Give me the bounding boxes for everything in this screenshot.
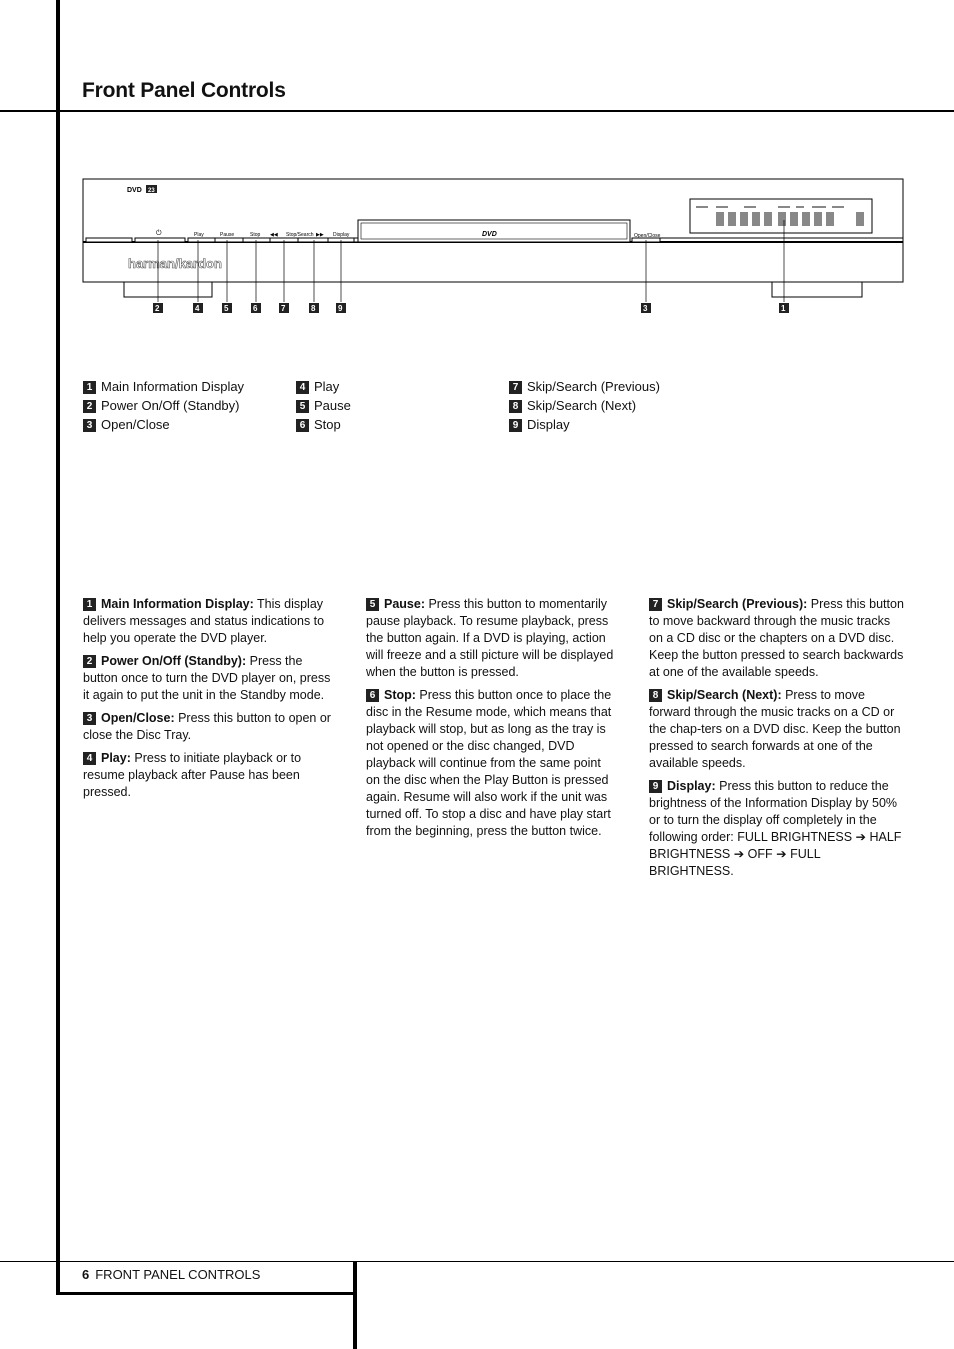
description-term: Display: [667, 779, 716, 793]
callout-5: 5 [224, 304, 229, 313]
legend-number: 9 [509, 419, 522, 432]
description-text: Press this button once to place the disc in the Resume mode, which means that playback will stop, but as long as the tray is not opened or the disc changed, DVD playback will continue from the same point on the disc when the Play Button is pressed again. Resume will also work if the unit was turned off. To stop a disc and have play start from the beginning, press the button twice. [366, 688, 612, 838]
label-play: Play [194, 232, 204, 238]
description-number: 9 [649, 780, 662, 793]
power-icon: ⏻ [156, 230, 162, 237]
callout-8: 8 [311, 304, 316, 313]
page-number: 6 [82, 1267, 90, 1282]
legend-item [509, 377, 660, 396]
description-term: Stop: [384, 688, 416, 702]
legend-item [83, 415, 244, 434]
stop-button [243, 238, 270, 242]
pause-button [215, 238, 243, 242]
callout-2: 2 [155, 304, 160, 313]
legend-item [83, 396, 244, 415]
legend-item [509, 396, 660, 415]
callout-7: 7 [281, 304, 286, 313]
legend-label: Skip/Search (Previous) [527, 379, 660, 394]
description-item [366, 687, 618, 840]
play-button [188, 238, 218, 242]
title-rule [0, 110, 954, 112]
legend-col-1 [83, 377, 244, 434]
footer-label: FRONT PANEL CONTROLS [95, 1267, 261, 1282]
label-display: Display [333, 232, 350, 238]
description-term: Skip/Search (Previous): [667, 597, 808, 611]
label-next: ▶▶ [316, 232, 324, 238]
description-number: 7 [649, 598, 662, 611]
description-number: 4 [83, 752, 96, 765]
description-text: Press the button once to turn the DVD player on, press it again to put the unit in the Standby mode. [83, 654, 331, 702]
page-footer [82, 1267, 260, 1282]
description-number: 1 [83, 598, 96, 611]
right-foot [772, 282, 862, 297]
description-number: 6 [366, 689, 379, 702]
description-number: 5 [366, 598, 379, 611]
left-foot [124, 282, 212, 297]
legend-number: 1 [83, 381, 96, 394]
callout-3: 3 [643, 304, 648, 313]
description-term: Open/Close: [101, 711, 175, 725]
description-number: 2 [83, 655, 96, 668]
description-col-3 [649, 596, 905, 886]
label-prev: ◀◀ [270, 232, 278, 238]
model-number: 23 [148, 188, 155, 194]
legend-number: 3 [83, 419, 96, 432]
legend-label: Stop [314, 417, 341, 432]
label-pause: Pause [220, 232, 235, 238]
legend-number: 4 [296, 381, 309, 394]
description-term: Play: [101, 751, 131, 765]
front-panel-diagram [80, 176, 906, 318]
label-open-close: Open/Close [634, 233, 661, 239]
description-text: Press to move forward through the music tracks on a CD or the chap-ters on a DVD disc. Keep the button pressed to search forwards at one of the available speeds. [649, 688, 901, 770]
footer-rule [0, 1261, 954, 1262]
description-term: Power On/Off (Standby): [101, 654, 247, 668]
description-text: Press this button to move backward through the music tracks on a CD disc or the chapters on a DVD disc. Keep the button pressed to search backwards at one of the available speeds. [649, 597, 904, 679]
power-button [135, 238, 185, 242]
dvd-logo: DVD [482, 231, 497, 238]
legend-item [296, 396, 351, 415]
description-term: Skip/Search (Next): [667, 688, 782, 702]
legend-label: Play [314, 379, 340, 394]
legend-label: Pause [314, 398, 351, 413]
description-text: Press this button to open or close the Disc Tray. [83, 711, 331, 742]
description-item [83, 750, 339, 801]
description-text: Press to initiate playback or to resume playback after Pause has been pressed. [83, 751, 302, 799]
callout-numbers [153, 303, 789, 313]
legend-col-3 [509, 377, 660, 434]
legend-number: 5 [296, 400, 309, 413]
legend-number: 2 [83, 400, 96, 413]
legend-number: 6 [296, 419, 309, 432]
legend-item [509, 415, 660, 434]
description-item [83, 596, 339, 647]
legend-item [83, 377, 244, 396]
legend-label: Skip/Search (Next) [527, 398, 637, 413]
legend-label: Open/Close [101, 417, 170, 432]
brand-logo: harman/kardon [128, 256, 222, 271]
callout-4: 4 [195, 304, 200, 313]
description-item [366, 596, 618, 681]
description-item [83, 710, 339, 744]
legend-label: Display [527, 417, 570, 432]
description-term: Pause: [384, 597, 425, 611]
description-term: Main Information Display: [101, 597, 254, 611]
description-item [649, 778, 905, 880]
description-number: 3 [83, 712, 96, 725]
footer-divider-bar [353, 1262, 357, 1349]
model-label: DVD [127, 187, 142, 194]
legend-col-2 [296, 377, 351, 434]
description-text: Press this button to reduce the brightness of the Information Display by 50% or to turn the display off completely in the following order: FULL BRIGHTNESS ➔ HALF BRIGHTNESS ➔ OFF ➔ FULL BRIGHTNESS. [649, 779, 902, 878]
callout-1: 1 [781, 304, 786, 313]
legend-number: 7 [509, 381, 522, 394]
description-text: This display delivers messages and status indications to help you operate the DVD player. [83, 597, 325, 645]
description-item [83, 653, 339, 704]
description-col-2 [366, 596, 618, 846]
legend-number: 8 [509, 400, 522, 413]
legend-label: Main Information Display [101, 379, 245, 394]
legend-item [296, 377, 351, 396]
page-title: Front Panel Controls [82, 79, 286, 102]
legend-item [296, 415, 351, 434]
search-button [298, 238, 328, 242]
callout-9: 9 [338, 304, 343, 313]
footer-box-line [56, 1292, 356, 1295]
label-stop: Stop [250, 232, 261, 238]
left-margin-bar [56, 0, 60, 1295]
description-col-1 [83, 596, 339, 807]
description-number: 8 [649, 689, 662, 702]
description-text: Press this button to momentarily pause playback. To resume playback, press the button again. If a DVD is playing, action will freeze and a still picture will be displayed when the button is pressed. [366, 597, 614, 679]
legend-label: Power On/Off (Standby) [101, 398, 240, 413]
description-item [649, 596, 905, 681]
description-item [649, 687, 905, 772]
label-stop-search: Stop/Search [286, 232, 314, 238]
callout-6: 6 [253, 304, 258, 313]
